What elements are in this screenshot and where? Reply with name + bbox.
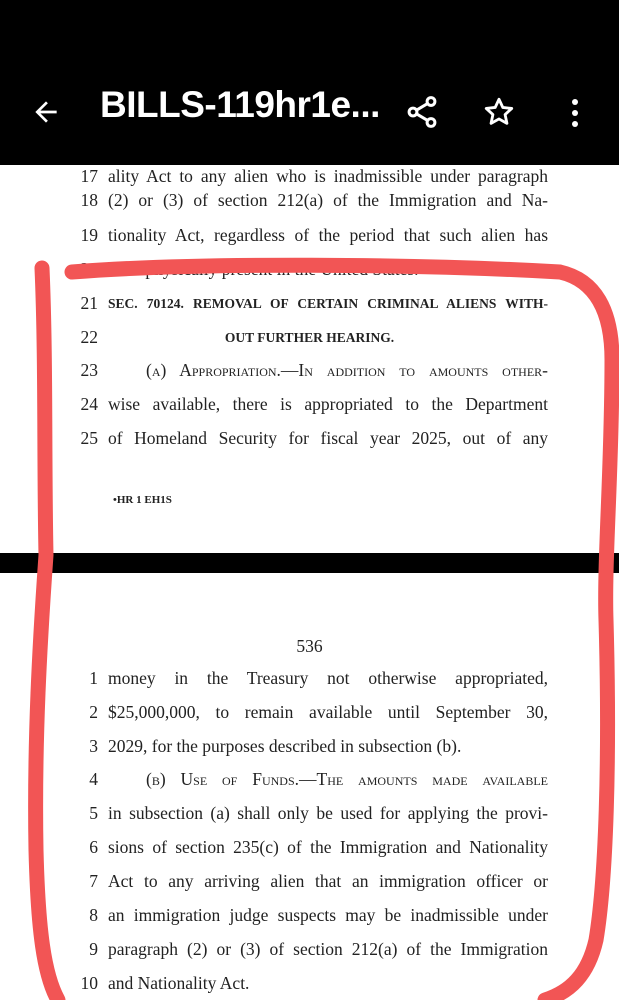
line-text: 2029, for the purposes described in subsection (b). [108,736,462,756]
more-vert-icon[interactable] [563,96,587,135]
line-number: 3 [89,736,98,756]
section-heading-line [0,327,619,351]
line-number: 9 [89,939,98,959]
line-number: 1 [89,668,98,688]
line-number: 5 [89,803,98,823]
section-heading: SEC. 70124. REMOVAL OF CERTAIN CRIMINAL ALIENS WITH- [108,296,548,311]
line-number: 10 [80,973,98,993]
line-number: 19 [80,225,98,245]
text-line [0,702,619,726]
text-line [0,973,619,997]
line-number: 25 [80,428,98,448]
section-heading: OUT FURTHER HEARING. [224,330,395,345]
back-arrow-icon[interactable] [30,96,62,133]
text-line [0,166,619,190]
line-number: 21 [80,293,98,313]
page-number: 536 [296,636,323,656]
line-number: 2 [89,702,98,722]
text-line [0,939,619,963]
line-text: of Homeland Security for fiscal year 2025, out of any [108,428,548,448]
line-text: (a) Appropriation.—In addition to amounts other- [146,360,548,380]
line-text: (2) or (3) of section 212(a) of the Immigration and Na- [108,190,548,210]
app-bar [0,0,619,165]
text-line [0,668,619,692]
line-text: paragraph (2) or (3) of section 212(a) of the Immigration [108,939,548,959]
line-number: 6 [89,837,98,857]
text-line [0,225,619,249]
line-text: and Nationality Act. [108,973,250,993]
line-text: money in the Treasury not otherwise appropriated, [108,668,548,688]
text-line [0,769,619,793]
line-text: Act to any arriving alien that an immigration officer or [108,871,548,891]
text-line [0,905,619,929]
line-number: 23 [80,360,98,380]
page-separator [0,553,619,573]
line-text: (b) Use of Funds.—The amounts made available [146,769,548,789]
text-line [0,837,619,861]
line-number: 17 [80,166,98,186]
line-text: an immigration judge suspects may be inadmissible under [108,905,548,925]
document-title: BILLS-119hr1e... [100,84,380,125]
line-text: tionality Act, regardless of the period that such alien has [108,225,548,245]
text-line [0,190,619,214]
text-line [0,259,619,283]
line-number: 20 [80,259,98,279]
line-text: sions of section 235(c) of the Immigration and Nationality [108,837,548,857]
line-number: 7 [89,871,98,891]
page-footer: •HR 1 EH1S [113,494,172,506]
line-number: 24 [80,394,98,414]
text-line [0,736,619,760]
line-text: $25,000,000, to remain available until September 30, [108,702,548,722]
line-number: 22 [80,327,98,347]
line-text: in subsection (a) shall only be used for applying the provi- [108,803,548,823]
star-icon[interactable] [482,95,516,134]
line-text: been physically present in the United States. [108,259,419,279]
line-text: wise available, there is appropriated to the Department [108,394,548,414]
text-line [0,871,619,895]
line-number: 8 [89,905,98,925]
line-number: 18 [80,190,98,210]
line-text: ality Act to any alien who is inadmissible under paragraph [108,166,548,186]
text-line [0,803,619,827]
share-icon[interactable] [404,94,440,135]
section-heading-line [0,293,619,317]
line-number: 4 [89,769,98,789]
text-line [0,428,619,452]
text-line [0,394,619,418]
text-line [0,360,619,384]
